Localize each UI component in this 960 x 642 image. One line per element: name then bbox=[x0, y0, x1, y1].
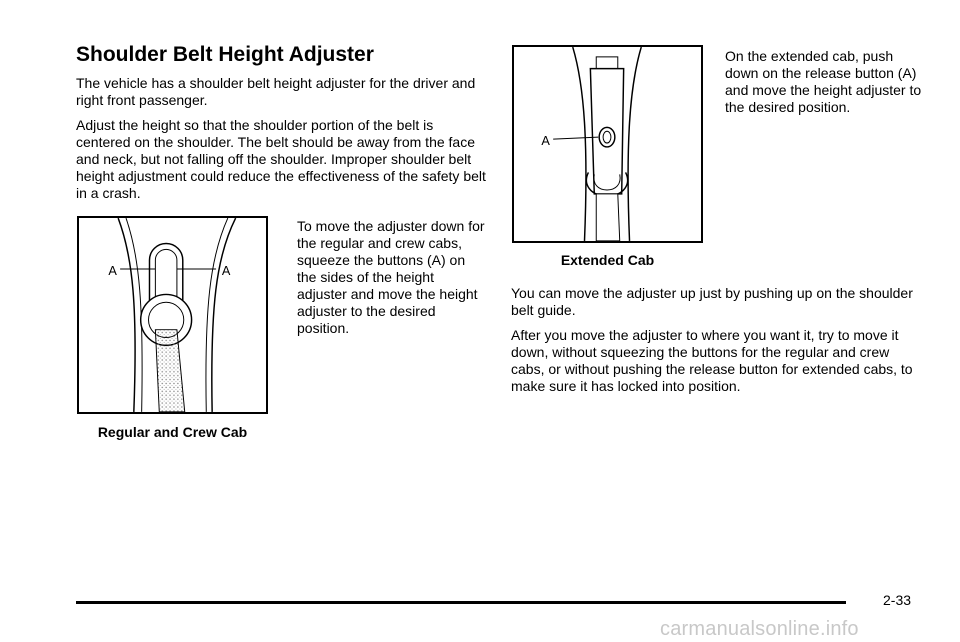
adjust-paragraph: Adjust the height so that the shoulder portion of the belt is centered on the shoulder. The belt should be away from the face and neck, but not falling off the shoulder. Improper shoulder belt height adjustment could reduce the effectiveness of the safety belt in a crash. bbox=[76, 117, 486, 201]
watermark: carmanualsonline.info bbox=[660, 618, 859, 640]
regular-crew-cab-caption: Regular and Crew Cab bbox=[97, 424, 248, 440]
label-a-left: A bbox=[108, 262, 117, 278]
extended-cab-instructions: On the extended cab, push down on the release button (A) and move the height adjuster to the desired position. bbox=[725, 48, 922, 115]
after-move-paragraph: After you move the adjuster to where you want it, try to move it down, without squeezing the buttons for the regular and crew cabs, or without pushing the release button for extended cabs, to make sure it has locked into position. bbox=[511, 327, 913, 394]
label-a-extended: A bbox=[541, 132, 550, 148]
intro-paragraph: The vehicle has a shoulder belt height adjuster for the driver and right front passenger. bbox=[76, 75, 476, 108]
footer-rule bbox=[76, 601, 846, 604]
move-up-paragraph: You can move the adjuster up just by pushing up on the shoulder belt guide. bbox=[511, 285, 913, 318]
regular-crew-cab-figure bbox=[77, 216, 268, 414]
page-number: 2-33 bbox=[883, 592, 912, 608]
label-a-right: A bbox=[221, 262, 231, 278]
regular-crew-cab-illustration bbox=[79, 218, 266, 412]
extended-cab-figure bbox=[512, 45, 703, 243]
regular-cab-instructions: To move the adjuster down for the regular and crew cabs, squeeze the buttons (A) on the sides of the height adjuster and move the height adjuster to the desired position. bbox=[297, 218, 485, 336]
page-title: Shoulder Belt Height Adjuster bbox=[76, 43, 374, 66]
extended-cab-illustration bbox=[514, 47, 701, 241]
extended-cab-caption: Extended Cab bbox=[560, 252, 655, 268]
